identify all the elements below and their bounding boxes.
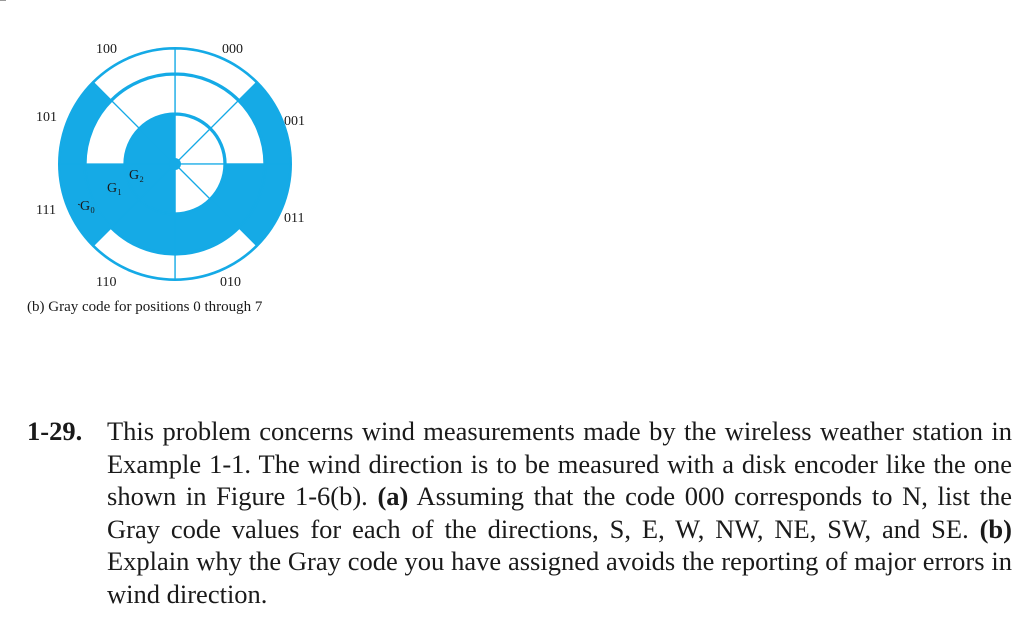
part-b-label: (b) <box>979 513 1012 544</box>
code-label-pos-0: 000 <box>222 42 243 57</box>
problem-text-2: Assuming that the code 000 corresponds to N, list the Gray code values for each of the directions, S, E, W, NW, NE, SW, and SE. <box>107 481 1012 544</box>
problem-1-29 <box>27 415 1012 610</box>
code-label-pos-5: 111 <box>36 203 56 218</box>
problem-text-3: Explain why the Gray code you have assigned avoids the reporting of major errors in wind direction. <box>107 546 1012 609</box>
encoder-disk <box>0 0 360 300</box>
track-label-g2: G₂ <box>129 168 144 183</box>
code-label-pos-4: 110 <box>96 275 117 290</box>
code-label-pos-6: 101 <box>36 110 57 125</box>
track-label-g1: G₁ <box>107 181 122 196</box>
problem-number: 1-29. <box>27 416 83 446</box>
code-label-pos-3: 010 <box>220 275 241 290</box>
track-label-g0: G₀ <box>80 199 95 214</box>
code-label-pos-7: 100 <box>96 42 117 57</box>
disk-hub <box>169 158 181 170</box>
figure-caption: (b) Gray code for positions 0 through 7 <box>27 299 263 315</box>
code-label-pos-2: 011 <box>284 211 305 226</box>
code-label-pos-1: 001 <box>284 114 305 129</box>
problem-statement <box>107 415 1012 610</box>
part-a-label: (a) <box>377 481 409 511</box>
problem-text-1: This problem concerns wind measurements made by the wireless weather station in Example 1-1. The wind direction is to be measured with a disk encoder like the one shown in Figure 1-6(b). <box>107 416 1012 511</box>
gray-code-disk-figure <box>0 0 360 330</box>
